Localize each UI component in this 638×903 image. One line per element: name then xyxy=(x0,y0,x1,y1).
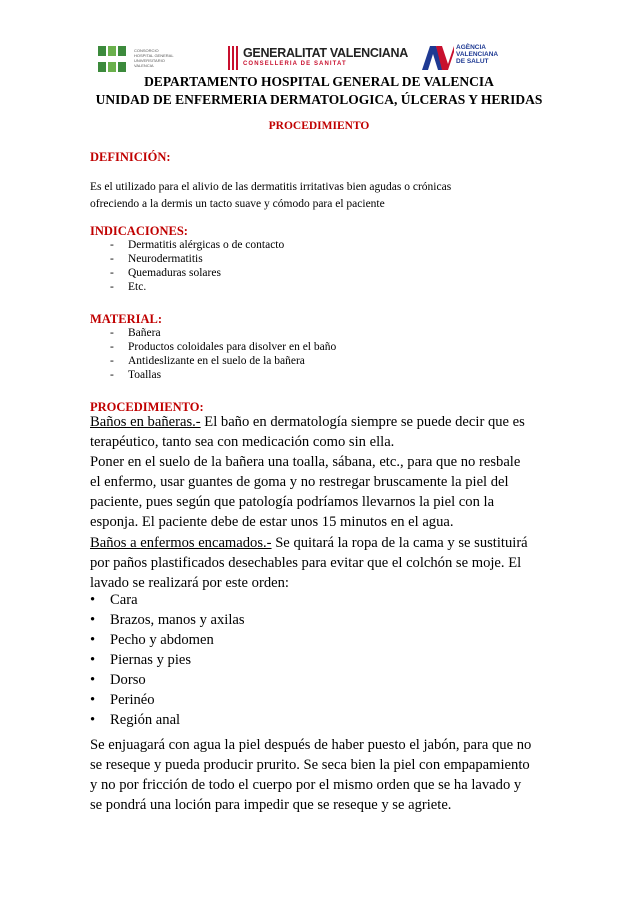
banos-encamados-paragraph: Baños a enfermos encamados.- Se quitará la ropa de la cama y se sustituirá por paños plastificados desechables para evitar que el colchón se moje. El lavado se realizará por este orden: xyxy=(90,535,528,591)
indicaciones-heading: INDICACIONES: xyxy=(90,224,188,238)
list-item: - Bañera xyxy=(110,326,336,340)
list-item: • Brazos, manos y axilas xyxy=(90,610,245,630)
paragraph-line: se pondrá una loción para impedir que se reseque y se agriete. xyxy=(90,797,452,813)
generalitat-valenciana-logo xyxy=(228,44,408,74)
paragraph-line: el enfermo, usar guantes de goma y no restregar bruscamente la piel del xyxy=(90,474,509,490)
paragraph-line: lavado se realizará por este orden: xyxy=(90,575,289,591)
department-title: DEPARTAMENTO HOSPITAL GENERAL DE VALENCIA xyxy=(144,74,494,89)
list-item: • Piernas y pies xyxy=(90,650,245,670)
generalitat-bars-icon xyxy=(228,46,240,70)
indicaciones-list xyxy=(110,238,284,294)
list-item: - Dermatitis alérgicas o de contacto xyxy=(110,238,284,252)
definicion-line: Es el utilizado para el alivio de las dermatitis irritativas bien agudas o crónicas xyxy=(90,181,452,193)
paragraph-line: por paños plastificados desechables para evitar que el colchón se moje. El xyxy=(90,555,522,571)
list-item: • Cara xyxy=(90,590,245,610)
paragraph-line: terapéutico, tanto sea con medicación como sin ella. xyxy=(90,434,395,450)
list-item: • Pecho y abdomen xyxy=(90,630,245,650)
list-item: • Dorso xyxy=(90,670,245,690)
document-type-title: PROCEDIMIENTO xyxy=(268,120,370,132)
consorcio-hospital-logo xyxy=(96,40,206,76)
material-list xyxy=(110,326,336,382)
list-item: - Antideslizante en el suelo de la bañera xyxy=(110,354,336,368)
list-item: - Etc. xyxy=(110,280,284,294)
list-item: - Toallas xyxy=(110,368,336,382)
paragraph-line: y no por fricción de todo el cuerpo por el mismo orden que se ha lavado y xyxy=(90,777,522,793)
unit-title: UNIDAD DE ENFERMERIA DERMATOLOGICA, ÚLCERAS Y HERIDAS xyxy=(95,92,543,107)
procedimiento-heading: PROCEDIMIENTO: xyxy=(90,400,204,414)
banos-banera-heading: Baños en bañeras.- xyxy=(90,414,201,430)
paragraph-line: Poner en el suelo de la bañera una toalla, sábana, etc., para que no resbale xyxy=(90,454,521,470)
banos-banera-paragraph: Baños en bañeras.- El baño en dermatología siempre se puede decir que es terapéutico, tanto sea con medicación como sin ella. Poner en el suelo de la bañera una toalla, sábana, etc., para que no resbale el enfermo, usar guantes de goma y no restregar bruscamente la piel del paciente, pues según que patología podríamos llevarnos la piel con la esponja. El paciente debe de estar unos 15 minutos en el agua. xyxy=(90,414,525,530)
list-item: • Región anal xyxy=(90,710,245,730)
generalitat-title: GENERALITAT VALENCIANA xyxy=(243,46,408,60)
paragraph-line: esponja. El paciente debe de estar unos 15 minutos en el agua. xyxy=(90,514,454,530)
definicion-text xyxy=(90,179,451,213)
paragraph-line: paciente, pues según que patología podríamos llevarnos la piel con la xyxy=(90,494,495,510)
agencia-valenciana-salut-logo xyxy=(422,40,522,76)
conselleria-subtitle: CONSELLERIA DE SANITAT xyxy=(243,61,347,67)
list-item: - Neurodermatitis xyxy=(110,252,284,266)
agencia-av-emblem-icon xyxy=(422,46,454,70)
list-item: • Perinéo xyxy=(90,690,245,710)
paragraph-line: se reseque y pueda producir prurito. Se seca bien la piel con empapamiento xyxy=(90,757,530,773)
definicion-line: ofreciendo a la dermis un tacto suave y cómodo para el paciente xyxy=(90,198,385,210)
consorcio-logo-text: CONSORCIO HOSPITAL GENERAL UNIVERSITARIO VALENCIA xyxy=(134,48,174,68)
lavado-order-list xyxy=(90,590,245,730)
consorcio-emblem-icon xyxy=(96,42,130,76)
paragraph-line: Se enjuagará con agua la piel después de haber puesto el jabón, para que no xyxy=(90,737,532,753)
material-heading: MATERIAL: xyxy=(90,312,162,326)
list-item: - Quemaduras solares xyxy=(110,266,284,280)
banos-encamados-heading: Baños a enfermos encamados.- xyxy=(90,535,272,551)
definicion-heading: DEFINICIÓN: xyxy=(90,150,171,164)
final-paragraph xyxy=(90,735,531,815)
list-item: - Productos coloidales para disolver en el baño xyxy=(110,340,336,354)
agencia-logo-text: AGÈNCIA VALENCIANA DE SALUT xyxy=(456,44,499,65)
